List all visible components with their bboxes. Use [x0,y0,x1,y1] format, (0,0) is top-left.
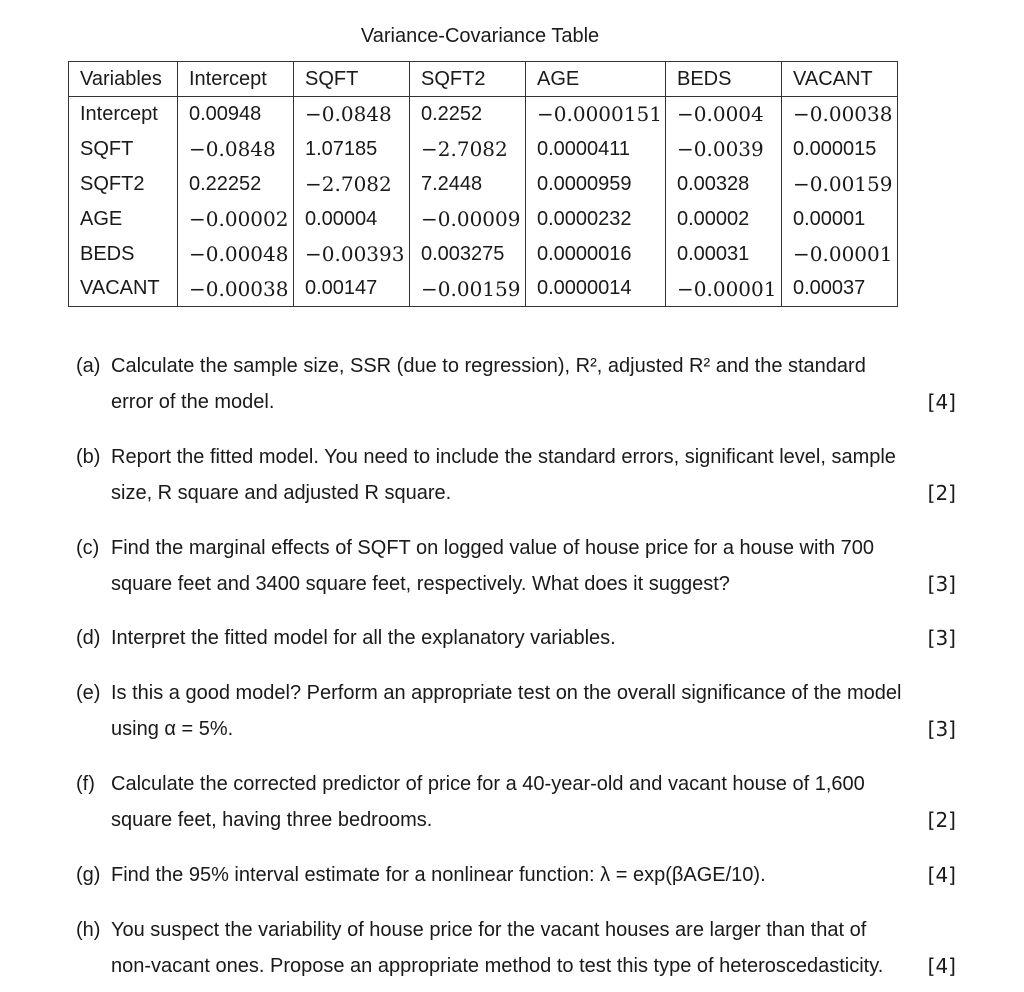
question-line-1: You suspect the variability of house price for the vacant houses are larger than that of [111,919,867,941]
cell: −0.0000151 [526,97,666,132]
cell: −0.00009 [410,202,526,237]
cell: 0.00147 [294,272,410,307]
cell: −0.00038 [782,97,898,132]
cell: 0.0000959 [526,167,666,202]
question-f [76,766,956,838]
cell: 1.07185 [294,132,410,167]
question-marks: [3] [927,717,956,741]
cell: 0.0000014 [526,272,666,307]
question-label: (g) [76,864,101,886]
cell: −0.00038 [178,272,294,307]
question-marks: [4] [927,954,956,978]
cell: 0.0000232 [526,202,666,237]
question-marks: [2] [927,481,956,505]
question-line-2: size, R square and adjusted R square. [111,482,452,504]
cell: −0.00159 [410,272,526,307]
question-e [76,675,956,747]
question-label: (c) [76,537,100,559]
cell: −2.7082 [410,132,526,167]
header-cell: AGE [526,62,666,97]
table-row [69,272,898,307]
question-line-1: Report the fitted model. You need to include the standard errors, significant level, sample [111,446,896,468]
question-marks: [4] [927,390,956,414]
question-label: (f) [76,773,95,795]
question-marks: [2] [927,808,956,832]
question-marks: [3] [927,572,956,596]
row-label: SQFT2 [69,167,178,202]
variance-covariance-table [68,61,898,307]
question-line-2: using α = 5%. [111,718,234,740]
row-label: SQFT [69,132,178,167]
cell: −0.0039 [666,132,782,167]
cell: −0.0848 [178,132,294,167]
question-label: (b) [76,446,101,468]
table-title: Variance-Covariance Table [360,25,600,47]
question-line-2: square feet, having three bedrooms. [111,809,433,831]
cell: 7.2448 [410,167,526,202]
cell: 0.0000016 [526,237,666,272]
table-row [69,202,898,237]
cell: 0.22252 [178,167,294,202]
cell: 0.00001 [782,202,898,237]
cell: 0.0000411 [526,132,666,167]
row-label: VACANT [69,272,178,307]
row-label: BEDS [69,237,178,272]
cell: 0.00037 [782,272,898,307]
question-line-1: Find the 95% interval estimate for a nonlinear function: λ = exp(βAGE/10). [111,864,766,886]
cell: −0.00001 [666,272,782,307]
question-h [76,912,956,984]
table-row [69,167,898,202]
header-cell: BEDS [666,62,782,97]
question-line-2: square feet and 3400 square feet, respectively. What does it suggest? [111,573,730,595]
question-label: (d) [76,627,101,649]
cell: 0.00328 [666,167,782,202]
question-marks: [3] [927,626,956,650]
question-label: (a) [76,355,101,377]
row-label: Intercept [69,97,178,132]
question-label: (e) [76,682,101,704]
header-cell: Intercept [178,62,294,97]
cell: −0.00002 [178,202,294,237]
question-d [76,620,956,656]
table-header-row [69,62,898,97]
cell: 0.003275 [410,237,526,272]
question-a [76,348,956,420]
table-row [69,237,898,272]
cell: −0.00001 [782,237,898,272]
cell: −0.00393 [294,237,410,272]
cell: −0.00159 [782,167,898,202]
cell: 0.00948 [178,97,294,132]
cell: 0.2252 [410,97,526,132]
cell: −0.00048 [178,237,294,272]
question-line-1: Find the marginal effects of SQFT on logged value of house price for a house with 700 [111,537,875,559]
table-row [69,132,898,167]
header-cell: SQFT2 [410,62,526,97]
question-line-1: Is this a good model? Perform an appropriate test on the overall significance of the model [111,682,902,704]
question-label: (h) [76,919,101,941]
table-row [69,97,898,132]
cell: −2.7082 [294,167,410,202]
cell: 0.00002 [666,202,782,237]
header-cell: VACANT [782,62,898,97]
cell: −0.0848 [294,97,410,132]
question-line-1: Calculate the sample size, SSR (due to regression), R², adjusted R² and the standard [111,355,866,377]
question-c [76,530,956,602]
question-b [76,439,956,511]
question-line-2: non-vacant ones. Propose an appropriate method to test this type of heteroscedasticity. [111,955,884,977]
cell: 0.00004 [294,202,410,237]
question-line-2: error of the model. [111,391,275,413]
question-marks: [4] [927,863,956,887]
question-line-1: Calculate the corrected predictor of price for a 40-year-old and vacant house of 1,600 [111,773,865,795]
header-cell: Variables [69,62,178,97]
row-label: AGE [69,202,178,237]
question-line-1: Interpret the fitted model for all the explanatory variables. [111,627,616,649]
question-g [76,857,956,893]
cell: 0.000015 [782,132,898,167]
header-cell: SQFT [294,62,410,97]
cell: −0.0004 [666,97,782,132]
cell: 0.00031 [666,237,782,272]
